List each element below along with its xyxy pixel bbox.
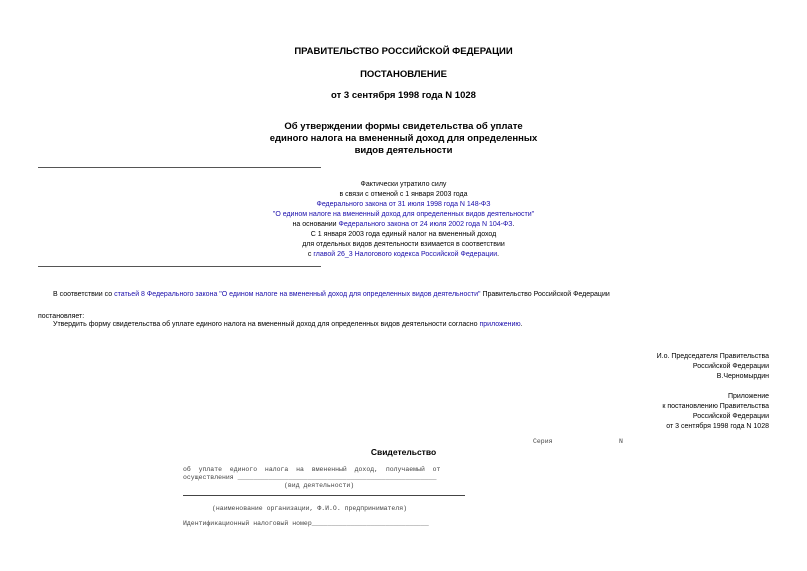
appendix-block (662, 392, 769, 432)
document-title (0, 121, 807, 157)
divider-bottom (38, 266, 321, 267)
organization-caption: (наименование организации, Ф.И.О. предпринимателя) (212, 505, 408, 512)
activity-type-caption: (вид деятельности) (284, 482, 355, 489)
status-text: . (497, 251, 500, 258)
body-text: Правительство Российской Федерации (480, 291, 610, 298)
certificate-title: Свидетельство (370, 447, 437, 457)
law-148-fz-link[interactable]: Федерального закона от 31 июля 1998 года N 148-ФЗ (316, 201, 491, 208)
appendix-line: Российской Федерации (692, 413, 769, 420)
law-148-fz-title-link[interactable]: "О едином налоге на вмененный доход для определенных видов деятельности" (272, 211, 535, 218)
document-date: от 3 сентября 1998 года N 1028 (331, 90, 476, 101)
tax-id-field: Идентификационный налоговый номер______________________________ (183, 520, 429, 527)
law-104-fz-link[interactable]: Федерального закона от 24 июля 2002 года N 104-ФЗ (338, 221, 513, 228)
appendix-line: к постановлению Правительства (662, 403, 769, 410)
body-text: Утвердить форму свидетельства об уплате единого налога на вмененный доход для определенных видов деятельности согласно (53, 321, 480, 328)
title-line: видов деятельности (354, 145, 453, 156)
body-text: . (520, 321, 523, 328)
signature-line: В.Черномырдин (716, 373, 769, 380)
status-line: для отдельных видов деятельности взимается в соответствии (302, 241, 505, 248)
divider-top (38, 167, 321, 168)
status-line: Фактически утратило силу (360, 181, 447, 188)
body-paragraph-2: постановляет: (38, 313, 85, 320)
signature-line: И.о. Председателя Правительства (656, 353, 769, 360)
appendix-line: Приложение (727, 393, 769, 400)
tax-code-chapter-link[interactable]: главой 26_3 Налогового кодекса Российской Федерации (313, 251, 498, 258)
body-paragraph-3 (53, 320, 793, 330)
appendix-link[interactable]: приложению (479, 321, 521, 328)
article-8-link[interactable]: статьей 8 Федерального закона "О едином налоге на вмененный доход для определенных видов деятельности" (114, 291, 481, 298)
organization-name-line (183, 495, 465, 496)
status-text: с (307, 251, 314, 258)
appendix-line: от 3 сентября 1998 года N 1028 (666, 423, 769, 430)
series-label: Серия (533, 438, 553, 445)
status-text: . (512, 221, 515, 228)
document-type: ПОСТАНОВЛЕНИЕ (360, 69, 447, 80)
certificate-form-line: об уплате единого налога на вмененный доход, получаемый от (183, 466, 441, 473)
activity-type-field: осуществления ___________________________________________________ (183, 474, 437, 481)
status-line: в связи с отменой с 1 января 2003 года (339, 191, 468, 198)
number-label: N (619, 438, 623, 445)
body-paragraph-1 (53, 290, 793, 300)
title-line: Об утверждении формы свидетельства об уплате (284, 121, 523, 132)
body-text: В соответствии со (53, 291, 115, 298)
status-line: С 1 января 2003 года единый налог на вмененный доход (310, 231, 497, 238)
title-line: единого налога на вмененный доход для определенных (269, 133, 538, 144)
status-text: на основании (292, 221, 339, 228)
signature-line: Российской Федерации (692, 363, 769, 370)
status-note (0, 180, 807, 260)
government-heading: ПРАВИТЕЛЬСТВО РОССИЙСКОЙ ФЕДЕРАЦИИ (294, 46, 513, 57)
signature-block (657, 352, 769, 382)
